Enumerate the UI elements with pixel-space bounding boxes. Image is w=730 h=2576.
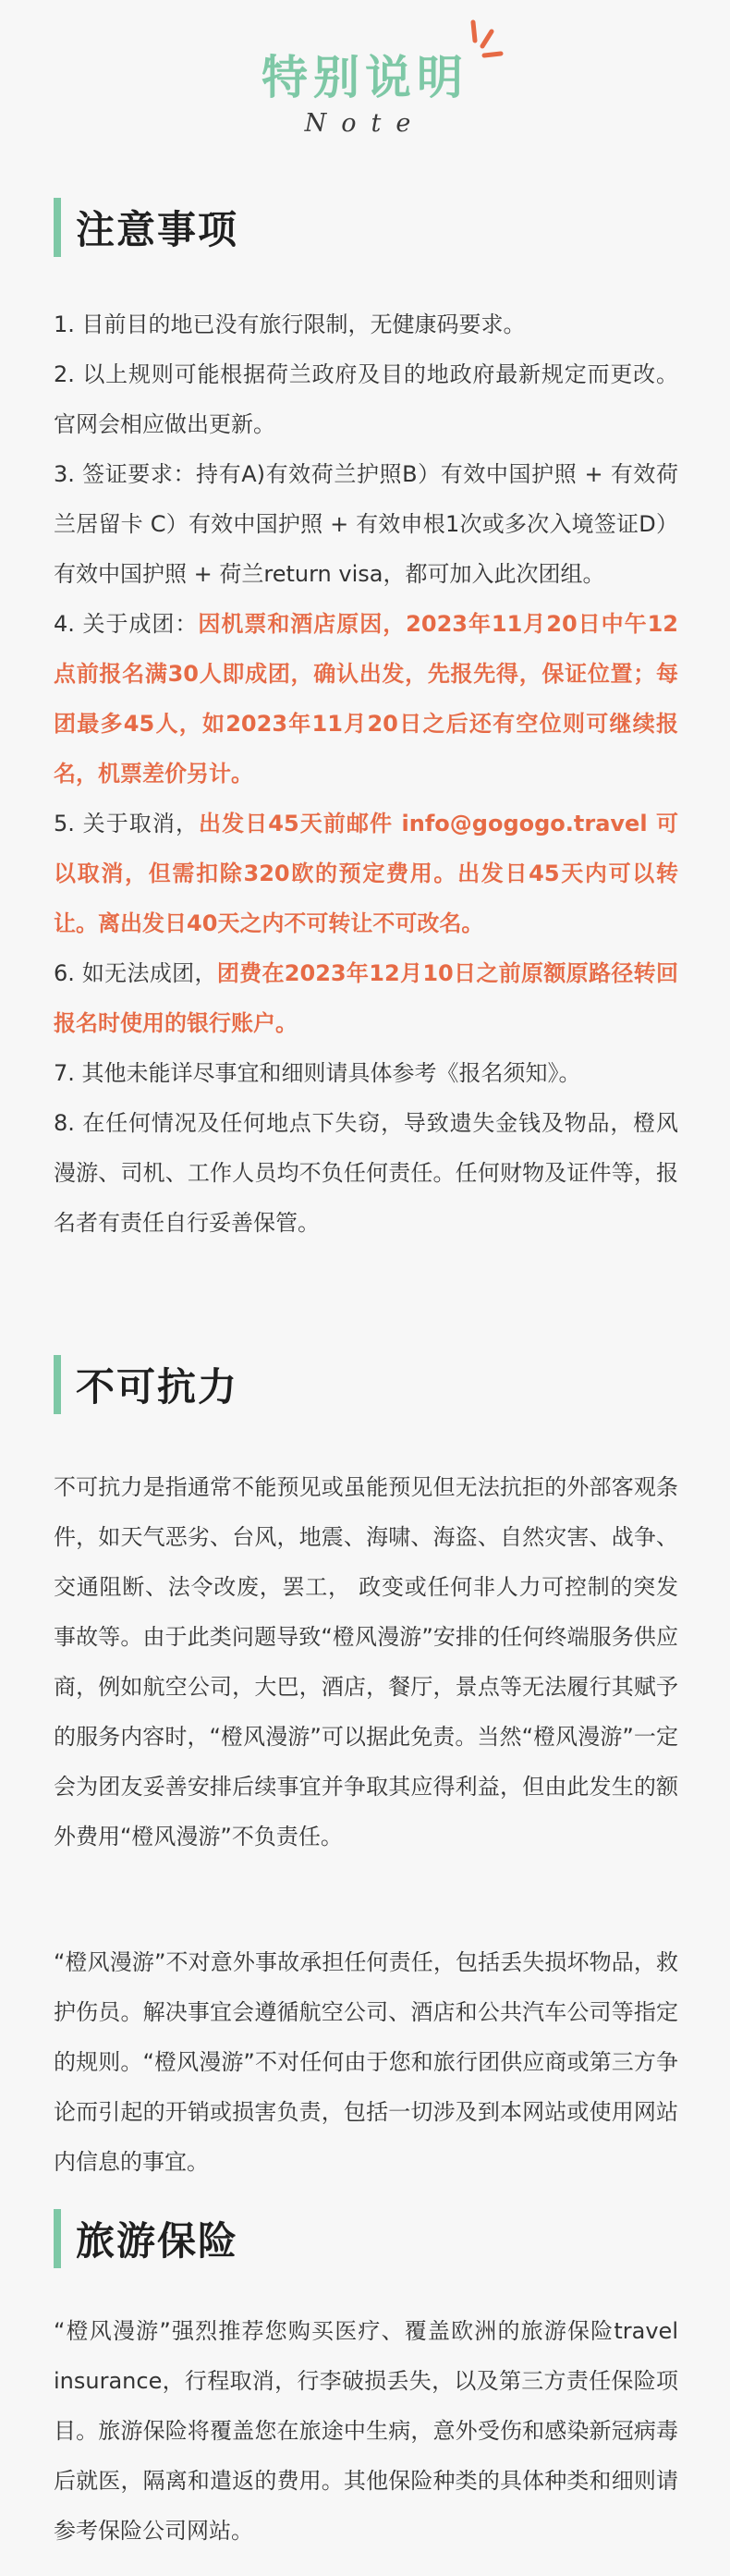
page-subtitle: Note xyxy=(304,109,426,138)
insurance-paragraph xyxy=(54,2306,678,2556)
list-item: 6. 如无法成团，团费在2023年12月10日之前原额原路径转回报名时使用的银行账户。 xyxy=(54,960,678,1036)
highlight-text: 出发日45天前邮件 info@gogogo.travel 可以取消，但需扣除320欧的预定费用。出发日45天内可以转让。离出发日40天之内不可转让不可改名。 xyxy=(54,811,678,936)
heading-accent-bar xyxy=(54,1355,61,1414)
section-heading-insurance xyxy=(54,2209,238,2268)
section-title: 旅游保险 xyxy=(76,2218,239,2264)
liability-paragraph xyxy=(54,1937,678,2187)
paragraph: 不可抗力是指通常不能预见或虽能预见但无法抗拒的外部客观条件，如天气恶劣、台风，地震、海啸、海盗、自然灾害、战争、交通阻断、法令改废，罢工， 政变或任何非人力可控制的突发事故等。由于此类问题导致“橙风漫游”安排的任何终端服务供应商，例如航空公司，大巴，酒店，餐厅，景点等无法履行其赋予的服务内容时，“橙风漫游”可以据此免责。当然“橙风漫游”一定会为团友妥善安排后续事宜并争取其应得利益，但由此发生的额外费用“橙风漫游”不负责任。 xyxy=(54,1474,678,1850)
notes-list xyxy=(54,299,678,1248)
page-header xyxy=(0,0,730,162)
section-title: 不可抗力 xyxy=(76,1364,239,1410)
section-heading-notes xyxy=(54,198,238,257)
list-item: 3. 签证要求：持有A)有效荷兰护照B）有效中国护照 + 有效荷兰居留卡 C）有效中国护照 + 有效申根1次或多次入境签证D）有效中国护照 + 荷兰return visa，都可加入此次团组。 xyxy=(54,461,678,587)
heading-accent-bar xyxy=(54,2209,61,2268)
list-item: 4. 关于成团：因机票和酒店原因，2023年11月20日中午12点前报名满30人即成团，确认出发，先报先得，保证位置；每团最多45人，如2023年11月20日之后还有空位则可继续报名，机票差价另计。 xyxy=(54,611,678,787)
section-title: 注意事项 xyxy=(76,207,239,252)
page-title: 特别说明 xyxy=(262,51,468,104)
list-item: 1. 目前目的地已没有旅行限制，无健康码要求。 xyxy=(54,311,526,337)
section-heading-force-majeure xyxy=(54,1355,238,1414)
heading-accent-bar xyxy=(54,198,61,257)
force-majeure-paragraph xyxy=(54,1462,678,1862)
paragraph: “橙风漫游”不对意外事故承担任何责任，包括丢失损坏物品，救护伤员。解决事宜会遵循航空公司、酒店和公共汽车公司等指定的规则。“橙风漫游”不对任何由于您和旅行团供应商或第三方争论而引起的开销或损害负责，包括一切涉及到本网站或使用网站内信息的事宜。 xyxy=(54,1949,678,2175)
sparkle-icon xyxy=(462,18,506,72)
highlight-text: 团费在2023年12月10日之前原额原路径转回报名时使用的银行账户。 xyxy=(54,960,678,1036)
list-item: 2. 以上规则可能根据荷兰政府及目的地政府最新规定而更改。官网会相应做出更新。 xyxy=(54,361,678,437)
highlight-text: 因机票和酒店原因，2023年11月20日中午12点前报名满30人即成团，确认出发，先报先得，保证位置；每团最多45人，如2023年11月20日之后还有空位则可继续报名，机票差价另计。 xyxy=(54,611,678,787)
paragraph: “橙风漫游”强烈推荐您购买医疗、覆盖欧洲的旅游保险travel insurance，行程取消，行李破损丢失，以及第三方责任保险项目。旅游保险将覆盖您在旅途中生病，意外受伤和感染新冠病毒后就医，隔离和遣返的费用。其他保险种类的具体种类和细则请参考保险公司网站。 xyxy=(54,2318,678,2544)
list-item: 8. 在任何情况及任何地点下失窃，导致遗失金钱及物品，橙风漫游、司机、工作人员均不负任何责任。任何财物及证件等，报名者有责任自行妥善保管。 xyxy=(54,1110,678,1236)
list-item: 7. 其他未能详尽事宜和细则请具体参考《报名须知》。 xyxy=(54,1060,581,1086)
list-item: 5. 关于取消，出发日45天前邮件 info@gogogo.travel 可以取消，但需扣除320欧的预定费用。出发日45天内可以转让。离出发日40天之内不可转让不可改名。 xyxy=(54,811,678,936)
